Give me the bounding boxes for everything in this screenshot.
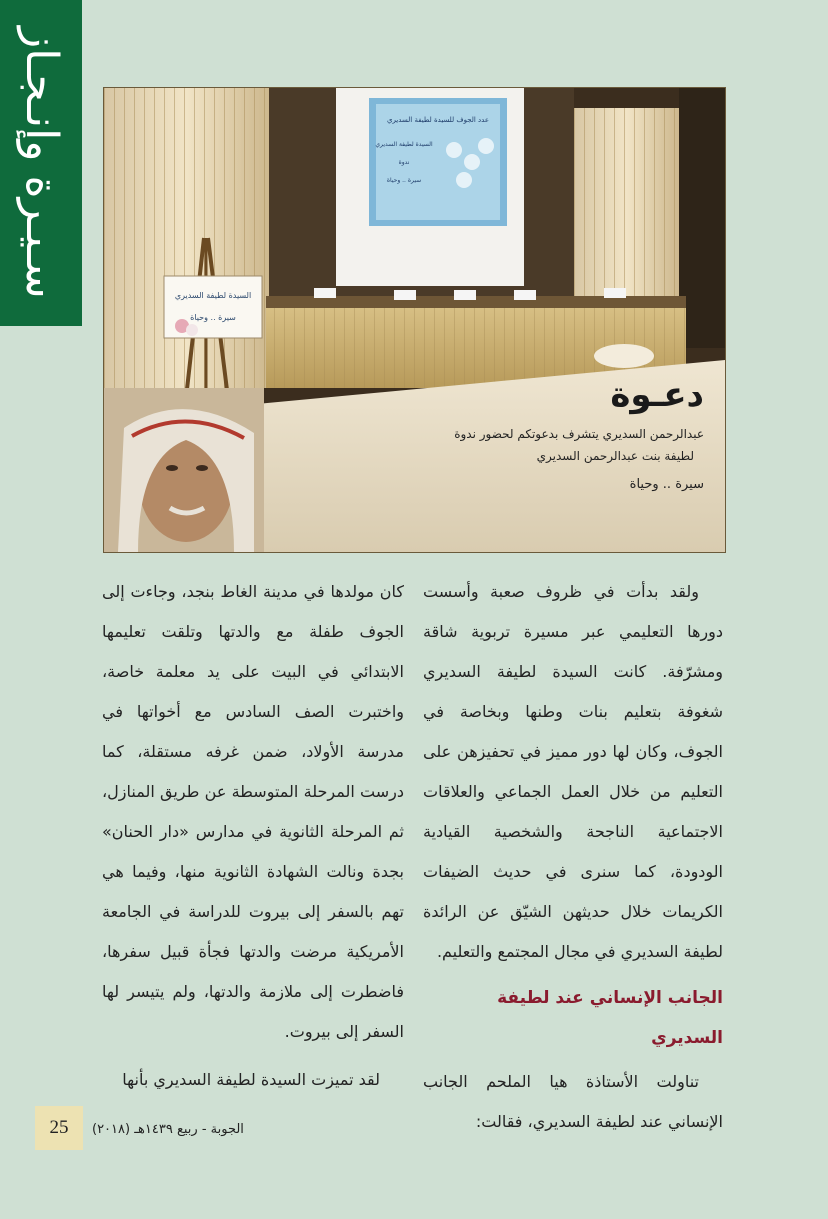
banner-line-3: سيرة .. وحياة (629, 477, 704, 492)
left-paragraph-1: كان مولدها في مدينة الغاط بنجد، وجاءت إلى الجوف طفلة مع والدتها وتلقت تعليمها الابتدائي في البيت على يد معلمة خاصة، واختبرت الصف السادس مع أخواتها في مدرسة الأولاد، ضمن غرفه مستقلة، كما درست المرحلة المتوسطة عن طريق المنازل، ثم المرحلة الثانوية في مدارس «دار الحنان» بجدة ونالت الشهادة الثانوية منها، وفيما هي تهم بالسفر إلى بيروت للدراسة في الجامعة الأمريكية مرضت والدتها فجأة قبيل سفرها، فاضطرت إلى ملازمة والدتها، ولم يتيسر لها السفر إلى بيروت. (102, 582, 404, 1041)
right-column (423, 572, 723, 1142)
event-photo (103, 87, 726, 553)
screen-text-4: سيرة .. وحياة (386, 177, 422, 184)
banner-line-1: عبدالرحمن السديري يتشرف بدعوتكم لحضور ندوة (454, 427, 704, 441)
issue-footer: الجوبة - ربيع ١٤٣٩هـ (٢٠١٨) (92, 1122, 244, 1137)
banner-title: دعـوة (610, 375, 704, 415)
screen-text-1: عدد الجوف للسيدة لطيفة السديري (386, 116, 490, 124)
section-banner (0, 0, 82, 326)
easel-text-2: سيرة .. وحياة (190, 313, 236, 322)
screen-text-3: ندوة (398, 159, 410, 166)
easel-text-1: السيدة لطيفة السديري (174, 291, 252, 300)
left-paragraph-2: لقد تميزت السيدة لطيفة السديري بأنها (122, 1070, 380, 1089)
right-paragraph-1: ولقد بدأت في ظروف صعبة وأسست دورها التعليمي عبر مسيرة تربوية شاقة ومشرّفة. كانت السيدة لطيفة السديري شغوفة بتعليم بنات وطنها وبخاصة في الجوف، وكان لها دور مميز في تحفيزهن على التعليم من خلال العمل الجماعي والعلاقات الاجتماعية الناجحة والشخصية القيادية الودودة، كما سنرى في حديث الضيفات الكريمات خلال حديثهن الشيّق عن الرائدة لطيفة السديري في مجال المجتمع والتعليم. (423, 582, 723, 961)
left-column (102, 572, 404, 1100)
right-paragraph-2: تناولت الأستاذة هيا الملحم الجانب الإنساني عند لطيفة السديري، فقالت: (423, 1072, 723, 1131)
banner-line-2: لطيفة بنت عبدالرحمن السديري (536, 449, 694, 463)
section-title: سـيـرة وإنـجـاز (16, 27, 67, 299)
screen-text-2: السيدة لطيفة السديري (375, 141, 433, 148)
page-number: 25 (35, 1106, 83, 1150)
section-heading: الجانب الإنساني عند لطيفة السديري (497, 988, 723, 1048)
